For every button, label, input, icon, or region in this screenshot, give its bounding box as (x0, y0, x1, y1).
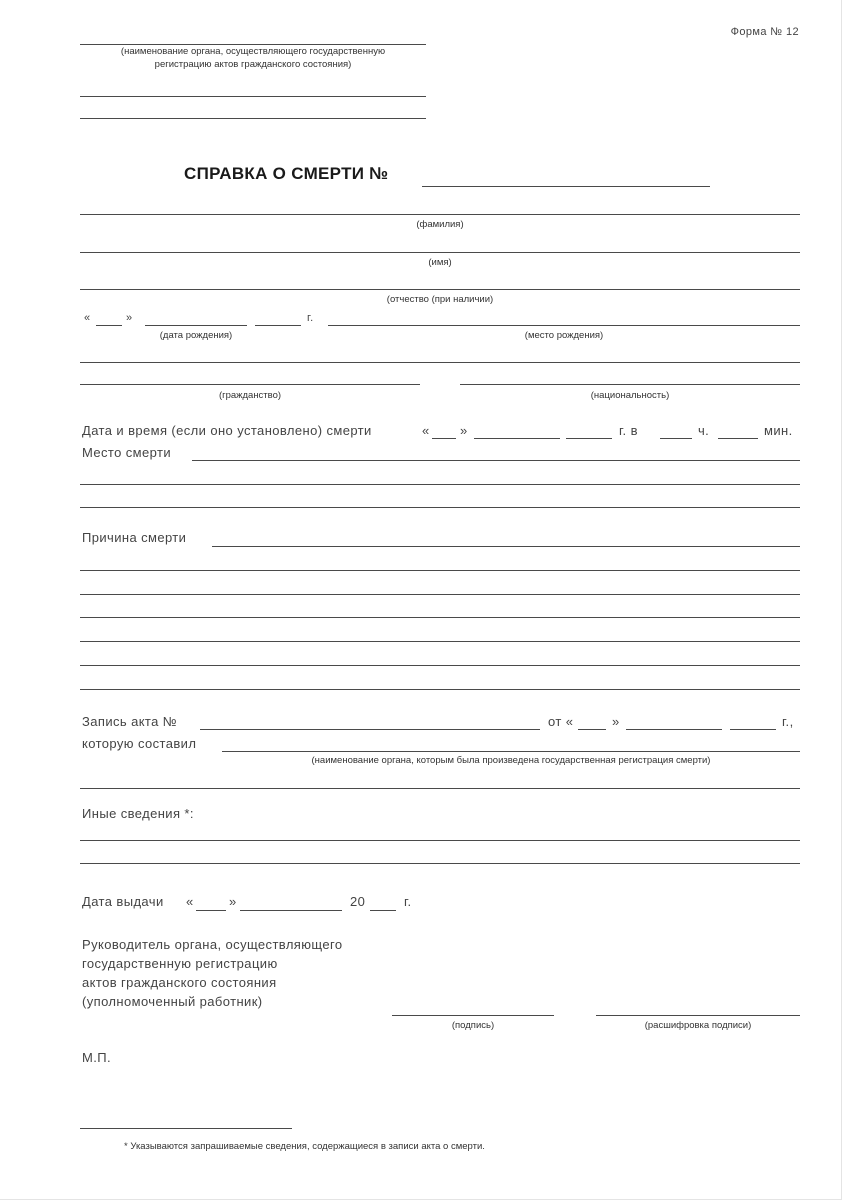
patronymic-field[interactable] (80, 289, 800, 290)
compiled-by-line-2[interactable] (80, 788, 800, 789)
death-hours-abbr: ч. (698, 423, 710, 438)
name-field[interactable] (80, 252, 800, 253)
page-title: СПРАВКА О СМЕРТИ № (184, 164, 389, 183)
act-record-day-field[interactable] (578, 729, 606, 730)
birth-year-abbr: г. (307, 312, 314, 324)
signature-decoding-caption: (расшифровка подписи) (644, 1020, 752, 1031)
authority-line-2[interactable] (80, 96, 426, 97)
birth-place-field[interactable] (328, 325, 800, 326)
act-record-from: от « (548, 714, 574, 729)
head-title-line-4: (уполномоченный работник) (82, 994, 263, 1009)
death-datetime-label: Дата и время (если оно установлено) смерти (82, 423, 372, 438)
death-quote-close: » (460, 423, 468, 438)
death-place-line-2[interactable] (80, 484, 800, 485)
signature-caption: (подпись) (451, 1020, 495, 1031)
death-cause-line-2[interactable] (80, 570, 800, 571)
death-day-field[interactable] (432, 438, 456, 439)
issue-year-prefix: 20 (350, 894, 366, 909)
death-cause-line-7[interactable] (80, 689, 800, 690)
death-quote-open: « (422, 423, 430, 438)
death-month-field[interactable] (474, 438, 560, 439)
other-info-label: Иные сведения *: (82, 806, 194, 821)
death-cause-line-6[interactable] (80, 665, 800, 666)
authority-line[interactable] (80, 44, 426, 45)
name-caption: (имя) (428, 257, 452, 268)
issue-year-field[interactable] (370, 910, 396, 911)
nationality-field[interactable] (460, 384, 800, 385)
birth-place-caption: (место рождения) (524, 330, 604, 341)
compiled-by-field[interactable] (222, 751, 800, 752)
issue-quote-open: « (186, 894, 194, 909)
surname-caption: (фамилия) (416, 219, 464, 230)
death-cause-line-3[interactable] (80, 594, 800, 595)
birth-quote-open: « (84, 312, 91, 324)
issue-day-field[interactable] (196, 910, 226, 911)
authority-line-3[interactable] (80, 118, 426, 119)
head-title-line-3: актов гражданского состояния (82, 975, 277, 990)
death-hours-field[interactable] (660, 438, 692, 439)
act-record-year-abbr: г., (782, 714, 794, 729)
footnote-divider (80, 1128, 292, 1129)
death-place-line-3[interactable] (80, 507, 800, 508)
citizenship-caption: (гражданство) (218, 390, 282, 401)
death-cause-line-5[interactable] (80, 641, 800, 642)
footnote-text: * Указываются запрашиваемые сведения, содержащиеся в записи акта о смерти. (124, 1141, 485, 1152)
patronymic-caption: (отчество (при наличии) (386, 294, 494, 305)
act-record-number-field[interactable] (200, 729, 540, 730)
signature-decoding-field[interactable] (596, 1015, 800, 1016)
compiled-by-label: которую составил (82, 736, 197, 751)
authority-caption-2: регистрацию актов гражданского состояния) (154, 59, 352, 70)
birth-date-caption: (дата рождения) (159, 330, 233, 341)
act-record-label: Запись акта № (82, 714, 178, 729)
surname-field[interactable] (80, 214, 800, 215)
death-year-field[interactable] (566, 438, 612, 439)
death-place-label: Место смерти (82, 445, 171, 460)
head-title-line-1: Руководитель органа, осуществляющего (82, 937, 343, 952)
issue-month-field[interactable] (240, 910, 342, 911)
nationality-caption: (национальность) (590, 390, 670, 401)
act-record-quote-close: » (612, 714, 620, 729)
other-info-line-1[interactable] (80, 840, 800, 841)
death-year-abbr: г. в (619, 423, 638, 438)
citizenship-field[interactable] (80, 384, 420, 385)
stamp-label: М.П. (82, 1050, 111, 1065)
other-info-line-2[interactable] (80, 863, 800, 864)
form-number: Форма № 12 (730, 26, 799, 38)
birth-year-field[interactable] (255, 325, 301, 326)
birth-place-line-2[interactable] (80, 362, 800, 363)
birth-month-field[interactable] (145, 325, 247, 326)
death-place-field[interactable] (192, 460, 800, 461)
issue-quote-close: » (229, 894, 237, 909)
act-record-month-field[interactable] (626, 729, 722, 730)
death-cause-line-4[interactable] (80, 617, 800, 618)
head-title-line-2: государственную регистрацию (82, 956, 278, 971)
issue-date-label: Дата выдачи (82, 894, 164, 909)
death-cause-label: Причина смерти (82, 530, 187, 545)
death-minutes-abbr: мин. (764, 423, 793, 438)
death-minutes-field[interactable] (718, 438, 758, 439)
death-cause-field[interactable] (212, 546, 800, 547)
birth-quote-close: » (126, 312, 133, 324)
birth-day-field[interactable] (96, 325, 122, 326)
issue-year-abbr: г. (404, 894, 412, 909)
signature-field[interactable] (392, 1015, 554, 1016)
certificate-number-field[interactable] (422, 186, 710, 187)
authority-caption-1: (наименование органа, осуществляющего государственную (120, 46, 386, 57)
compiled-by-caption: (наименование органа, которым была произведена государственная регистрация смерти) (311, 755, 711, 766)
act-record-year-field[interactable] (730, 729, 776, 730)
